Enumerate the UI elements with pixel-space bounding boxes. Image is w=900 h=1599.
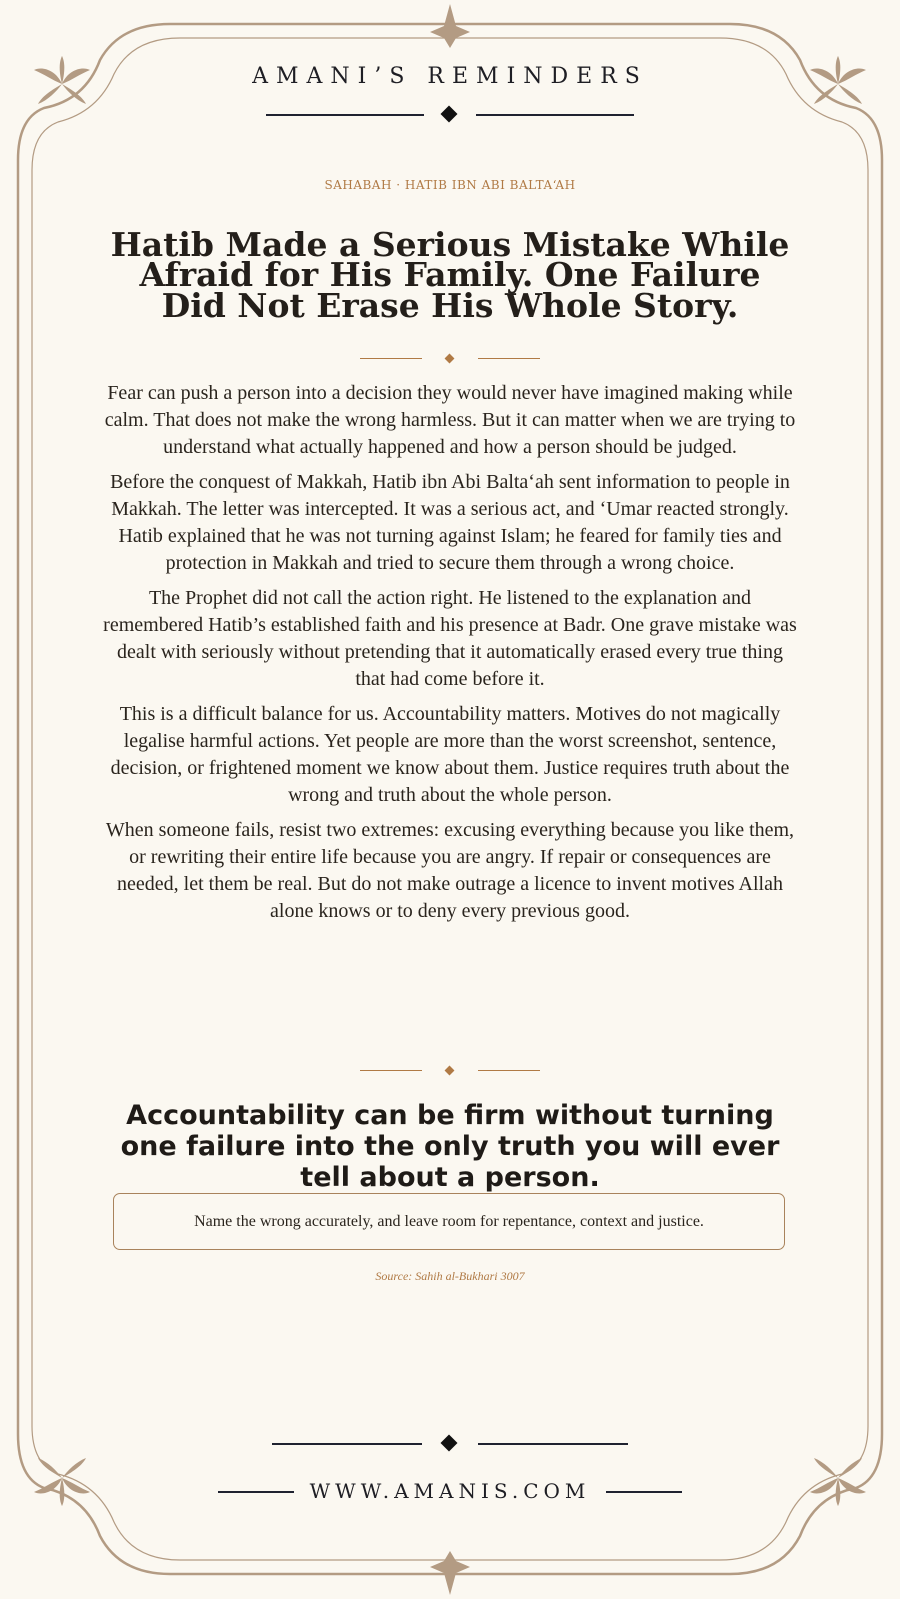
footer-url: WWW.AMANIS.COM xyxy=(309,1479,591,1503)
diamond-icon xyxy=(445,354,455,364)
article-body xyxy=(100,380,800,933)
diamond-icon xyxy=(445,1066,455,1076)
section-divider xyxy=(360,1066,540,1076)
paragraph: When someone fails, resist two extremes: excusing everything because you like them, or rewriting their entire life because you are angry. If repair or consequences are needed, let them be real. But do not make outrage a licence to invent motives Allah alone knows or to deny every previous good. xyxy=(105,819,795,922)
page-title: Hatib Made a Serious Mistake While Afraid for His Family. One Failure Did Not Erase His Whole Story. xyxy=(110,225,790,325)
top-star-ornament xyxy=(430,4,470,48)
takeaway-text: Name the wrong accurately, and leave room for repentance, context and justice. xyxy=(194,1212,704,1230)
diamond-icon xyxy=(441,1435,458,1452)
paragraph: The Prophet did not call the action right. He listened to the explanation and remembered Hatib’s established faith and his presence at Badr. One grave mistake was dealt with seriously without pretending that it automatically erased every true thing that had come before it. xyxy=(103,587,797,690)
source-citation: Source: Sahih al-Bukhari 3007 xyxy=(375,1269,525,1283)
key-quote: Accountability can be firm without turning one failure into the only truth you will ever tell about a person. xyxy=(120,1100,780,1193)
title-divider xyxy=(360,354,540,364)
paragraph: Before the conquest of Makkah, Hatib ibn Abi Balta‘ah sent information to people in Makkah. The letter was intercepted. It was a serious act, and ‘Umar reacted strongly. Hatib explained that he was not turning against Islam; he feared for family ties and protection in Makkah and tried to secure them through a wrong choice. xyxy=(110,471,790,574)
paragraph: Fear can push a person into a decision they would never have imagined making while calm. That does not make the wrong harmless. But it can matter when we are trying to understand what actually happened and how a person should be judged. xyxy=(104,382,796,458)
category-label: SAHABAH · HATIB IBN ABI BALTA‘AH xyxy=(324,178,576,192)
paragraph: This is a difficult balance for us. Accountability matters. Motives do not magically legalise harmful actions. Yet people are more than the worst screenshot, sentence, decision, or frightened moment we know about them. Justice requires truth about the wrong and truth about the whole person. xyxy=(110,703,790,806)
header-divider xyxy=(266,108,634,122)
url-rule-right xyxy=(606,1491,682,1493)
diamond-icon xyxy=(441,106,458,123)
takeaway-box xyxy=(113,1193,785,1250)
footer-divider xyxy=(272,1437,628,1451)
brand-title: AMANI’S REMINDERS xyxy=(252,64,648,89)
